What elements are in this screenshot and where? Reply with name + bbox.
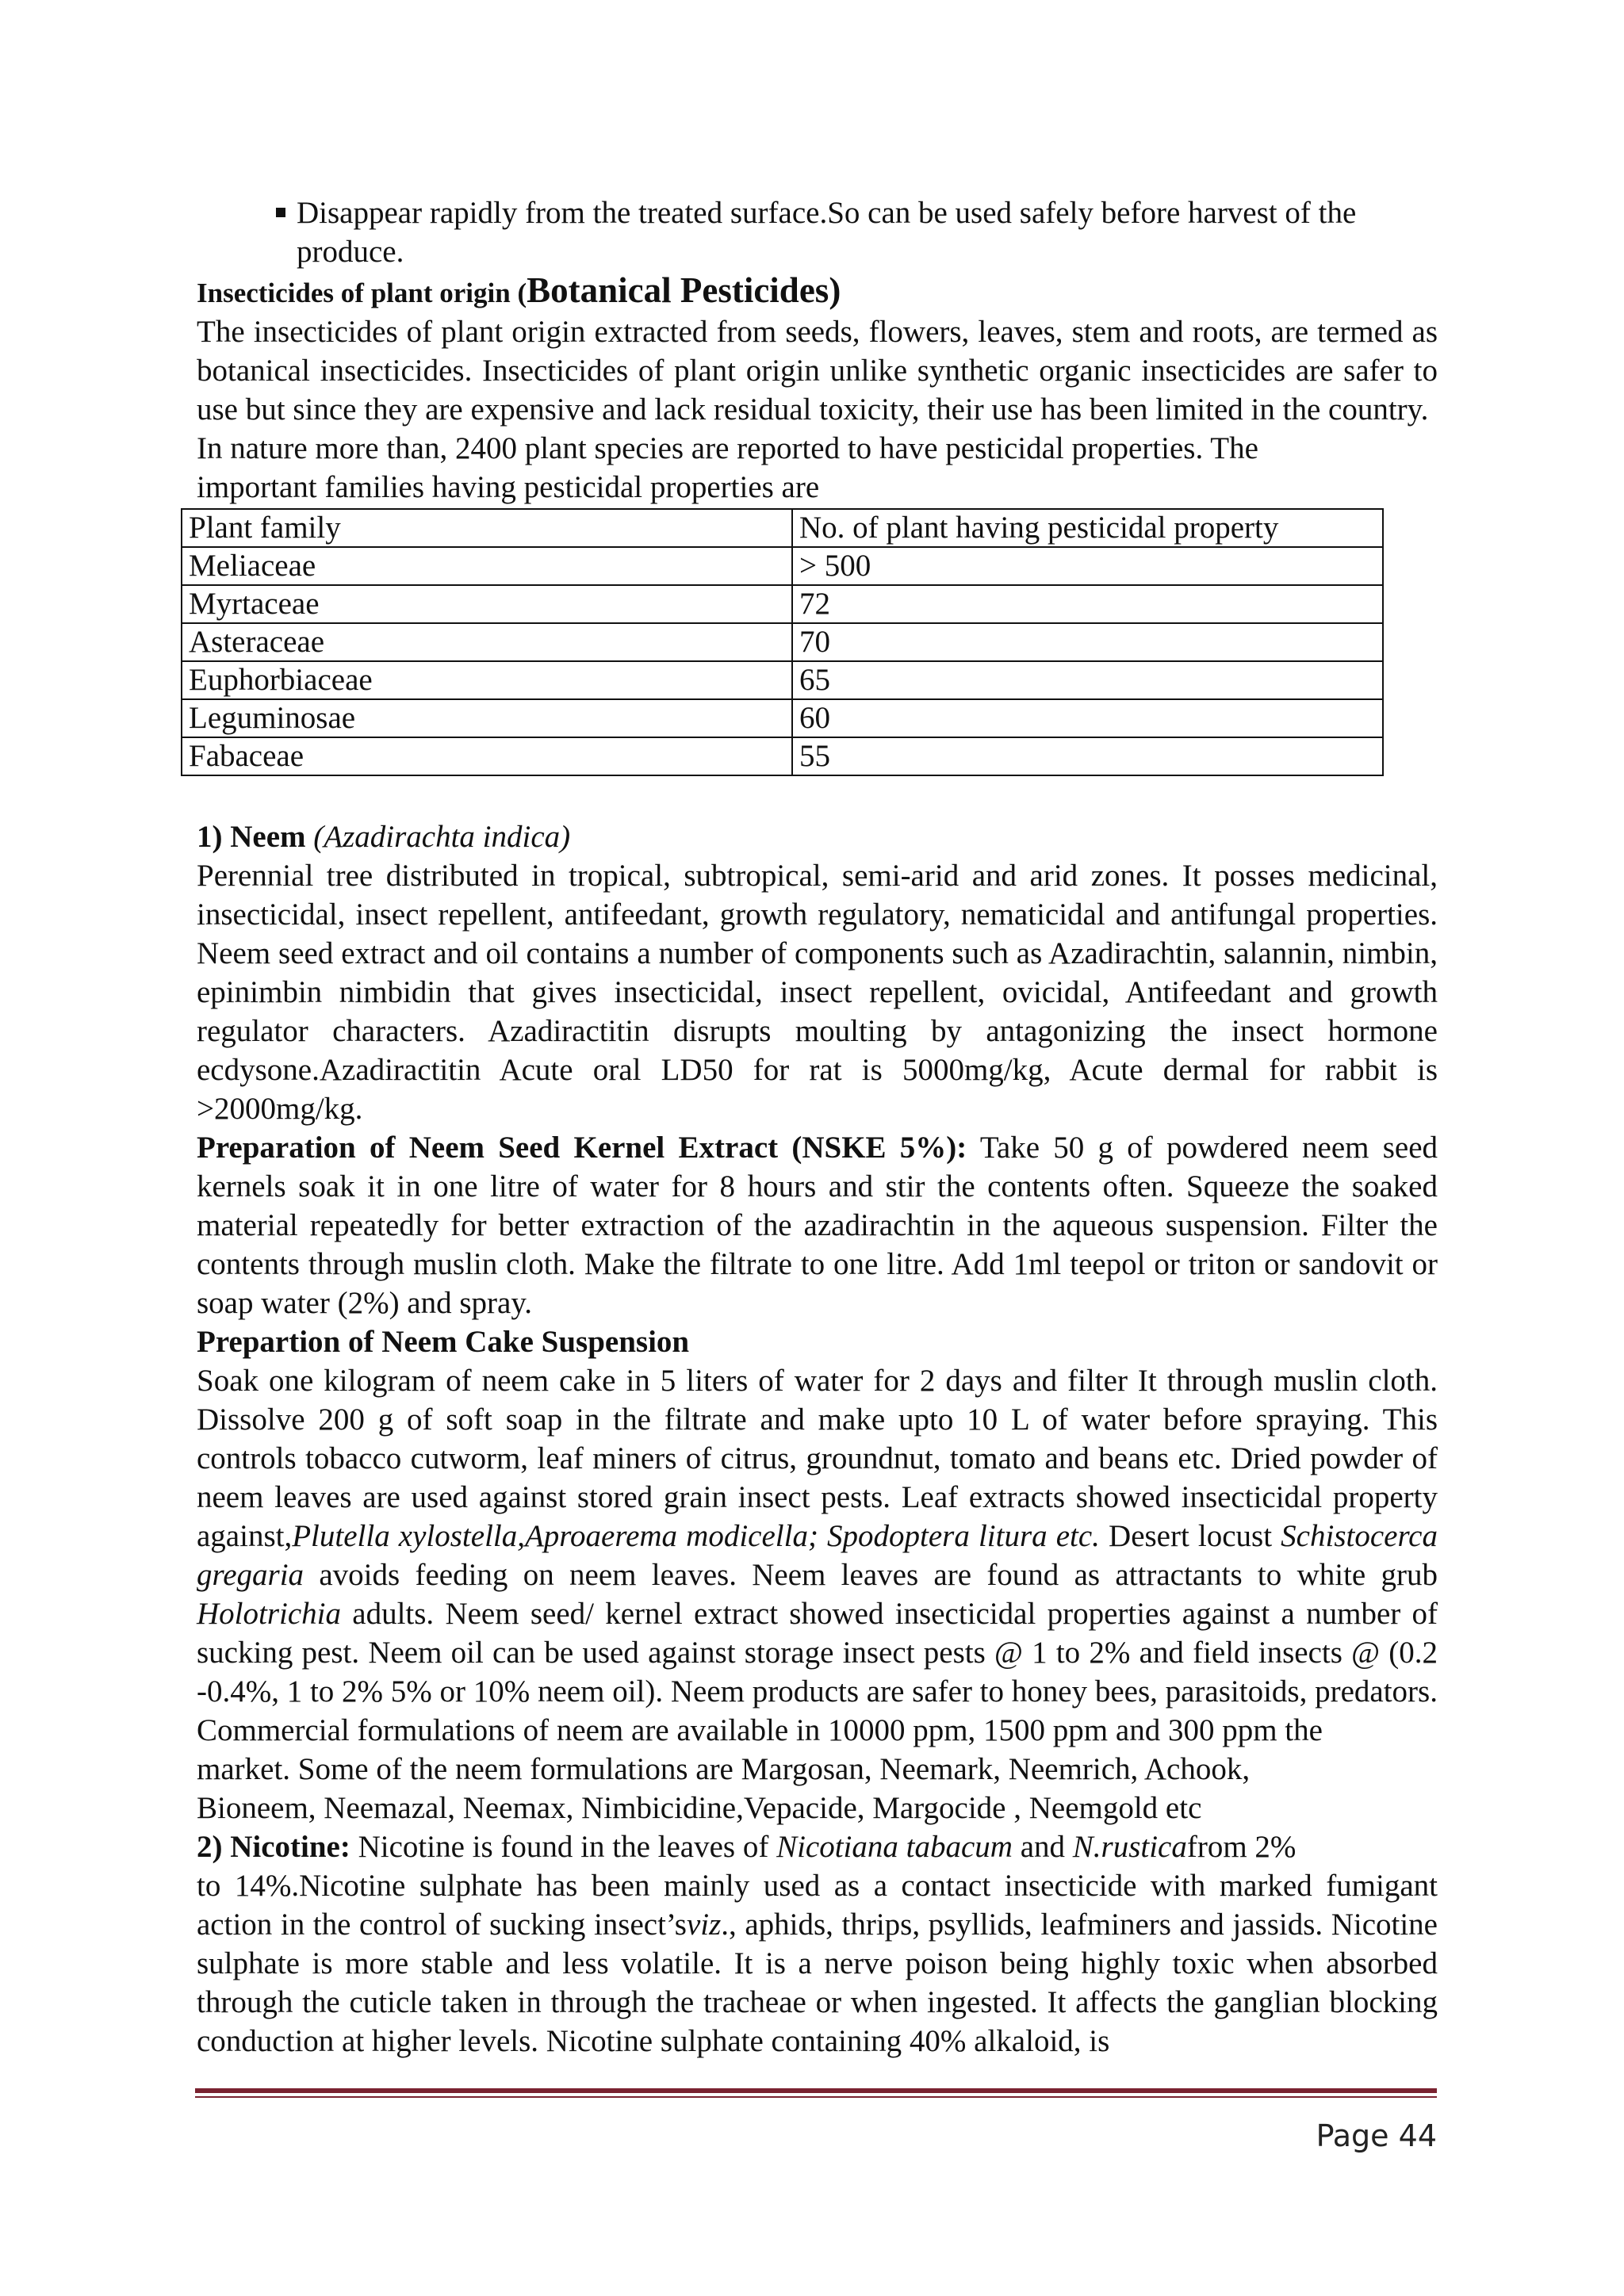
bullet-item: [197, 193, 1438, 271]
nicotine-text: Nicotine is found in the leaves of: [350, 1830, 777, 1864]
neem-cake-heading-text: Prepartion of Neem Cake Suspension: [197, 1325, 690, 1359]
table-row: [182, 699, 1383, 737]
table-row: [182, 661, 1383, 699]
nature-paragraph: [197, 429, 1438, 507]
plant-family-table: [181, 508, 1384, 776]
neem-heading-title: 1) Neem: [197, 820, 306, 854]
table-row: [182, 623, 1383, 661]
nature-line-1: In nature more than, 2400 plant species are reported to have pesticidal properties. The: [197, 431, 1258, 465]
nske-text: Take 50 g of powdered neem seed kernels soak it in one litre of water for 8 hours and stir the contents often. Squeeze the soaked material repeatedly for better extraction of the azadirachtin in the aqueous suspension. Filter the contents through muslin cloth. Make the filtrate to one litre. Add 1ml teepol or triton or sandovit or soap water (2%) and spray.: [197, 1131, 1438, 1320]
neem-heading-scientific: (Azadirachta indica): [313, 820, 571, 854]
botanical-heading-prefix: Insecticides of plant origin (: [197, 277, 527, 308]
neem-cake-text: avoids feeding on neem leaves. Neem leaves are found as attractants to white grub: [304, 1558, 1438, 1592]
footer-rule: [195, 2088, 1437, 2093]
table-cell: Leguminosae: [182, 699, 792, 737]
commercial-line-3: Bioneem, Neemazal, Neemax, Nimbicidine,Vepacide, Margocide , Neemgold etc: [197, 1791, 1202, 1825]
table-header-cell: No. of plant having pesticidal property: [792, 509, 1383, 547]
neem-cake-scientific: Plutella xylostella,Aproaerema modicella; Spodoptera litura etc.: [292, 1519, 1100, 1553]
neem-paragraph: Perennial tree distributed in tropical, subtropical, semi-arid and arid zones. It posses medicinal, insecticidal, insect repellent, antifeedant, growth regulatory, nematicidal and antifungal properties. Neem seed extract and oil contains a number of components such as Azadirachtin, salannin, nimbin, epinimbin nimbidin that gives insecticidal, insect repellent, ovicidal, Antifeedant and growth regulator characters. Azadiractitin disrupts moulting by antagonizing the insect hormone ecdysone.Azadiractitin Acute oral LD50 for rat is 5000mg/kg, Acute dermal for rabbit is >2000mg/kg.: [197, 859, 1438, 1126]
nicotine-scientific: Nicotiana tabacum: [776, 1830, 1013, 1864]
neem-cake-paragraph: [197, 1361, 1438, 1711]
neem-cake-text: Soak one kilogram of neem cake in 5 liters of water for 2 days and filter It through muslin cloth. Dissolve 200 g of soft soap in the filtrate and make upto 10 L of water before spraying. This controls tobacco cutworm, leaf miners of citrus, groundnut, tomato and beans etc. Dried powder of neem leaves are used against stored grain insect pests. Leaf extracts showed insecticidal property against,: [197, 1364, 1438, 1553]
footer-rule-thin: [195, 2096, 1437, 2098]
table-cell: Myrtaceae: [182, 585, 792, 623]
table-cell: > 500: [792, 547, 1383, 585]
table-cell: Asteraceae: [182, 623, 792, 661]
botanical-heading: [197, 271, 1438, 312]
nske-paragraph: [197, 1128, 1438, 1322]
table-row: [182, 737, 1383, 775]
neem-cake-text: adults. Neem seed/ kernel extract showed insecticidal properties against a number of sucking pest. Neem oil can be used against storage insect pests @ 1 to 2% and field insects @ (0.2 -0.4%, 1 to 2% 5% or 10% neem oil). Neem products are safer to honey bees, parasitoids, predators.: [197, 1597, 1438, 1709]
commercial-formulations-paragraph: [197, 1711, 1438, 1827]
nicotine-text: and: [1012, 1830, 1073, 1864]
neem-heading: [197, 817, 1438, 856]
bullet-text: Disappear rapidly from the treated surface.So can be used safely before harvest of the produce.: [297, 196, 1357, 269]
nicotine-heading: 2) Nicotine:: [197, 1830, 350, 1864]
neem-cake-scientific: Schistocerca gregaria: [197, 1519, 1438, 1592]
page-content: [189, 193, 1438, 2061]
nicotine-scientific: viz: [686, 1908, 722, 1942]
table-cell: 70: [792, 623, 1383, 661]
nature-line-2: important families having pesticidal properties are: [197, 470, 820, 504]
section-spacer: [197, 776, 1438, 817]
nicotine-text: ., aphids, thrips, psyllids, leafminers and jassids. Nicotine sulphate is more stable and less volatile. It is a nerve poison being highly toxic when absorbed through the cuticle taken in through the tracheae or when ingested. It affects the ganglian blocking conduction at higher levels. Nicotine sulphate containing 40% alkaloid, is: [197, 1908, 1438, 2058]
commercial-line-1: Commercial formulations of neem are available in 10000 ppm, 1500 ppm and 300 ppm the: [197, 1713, 1323, 1747]
table-cell: Fabaceae: [182, 737, 792, 775]
nicotine-scientific: N.rustica: [1072, 1830, 1187, 1864]
table-header-row: [182, 509, 1383, 547]
nicotine-intro-line: [197, 1827, 1438, 1866]
table-cell: 65: [792, 661, 1383, 699]
intro-paragraph: The insecticides of plant origin extracted from seeds, flowers, leaves, stem and roots, are termed as botanical insecticides. Insecticides of plant origin unlike synthetic organic insecticides are safer to use but since they are expensive and lack residual toxicity, their use has been limited in the country.: [197, 315, 1438, 427]
neem-cake-scientific: Holotrichia: [197, 1597, 341, 1631]
table-cell: 55: [792, 737, 1383, 775]
table-header-cell: Plant family: [182, 509, 792, 547]
commercial-line-2: market. Some of the neem formulations are Margosan, Neemark, Neemrich, Achook,: [197, 1752, 1251, 1786]
table-cell: 72: [792, 585, 1383, 623]
neem-cake-heading: [197, 1322, 1438, 1361]
nske-heading: Preparation of Neem Seed Kernel Extract (NSKE 5%):: [197, 1131, 967, 1165]
neem-cake-text: Desert locust: [1099, 1519, 1281, 1553]
table-row: [182, 585, 1383, 623]
page-number: Page 44: [1316, 2118, 1437, 2153]
table-cell: 60: [792, 699, 1383, 737]
nicotine-text: from 2%: [1186, 1830, 1297, 1864]
table-row: [182, 547, 1383, 585]
bullet-square-icon: [276, 208, 285, 217]
nicotine-paragraph: [197, 1866, 1438, 2061]
table-cell: Meliaceae: [182, 547, 792, 585]
nicotine-text: to 14%.Nicotine sulphate has been mainly used as a contact insecticide with marked fumigant action in the control of sucking insect’s: [197, 1869, 1438, 1942]
botanical-heading-main: Botanical Pesticides): [527, 270, 841, 310]
table-cell: Euphorbiaceae: [182, 661, 792, 699]
